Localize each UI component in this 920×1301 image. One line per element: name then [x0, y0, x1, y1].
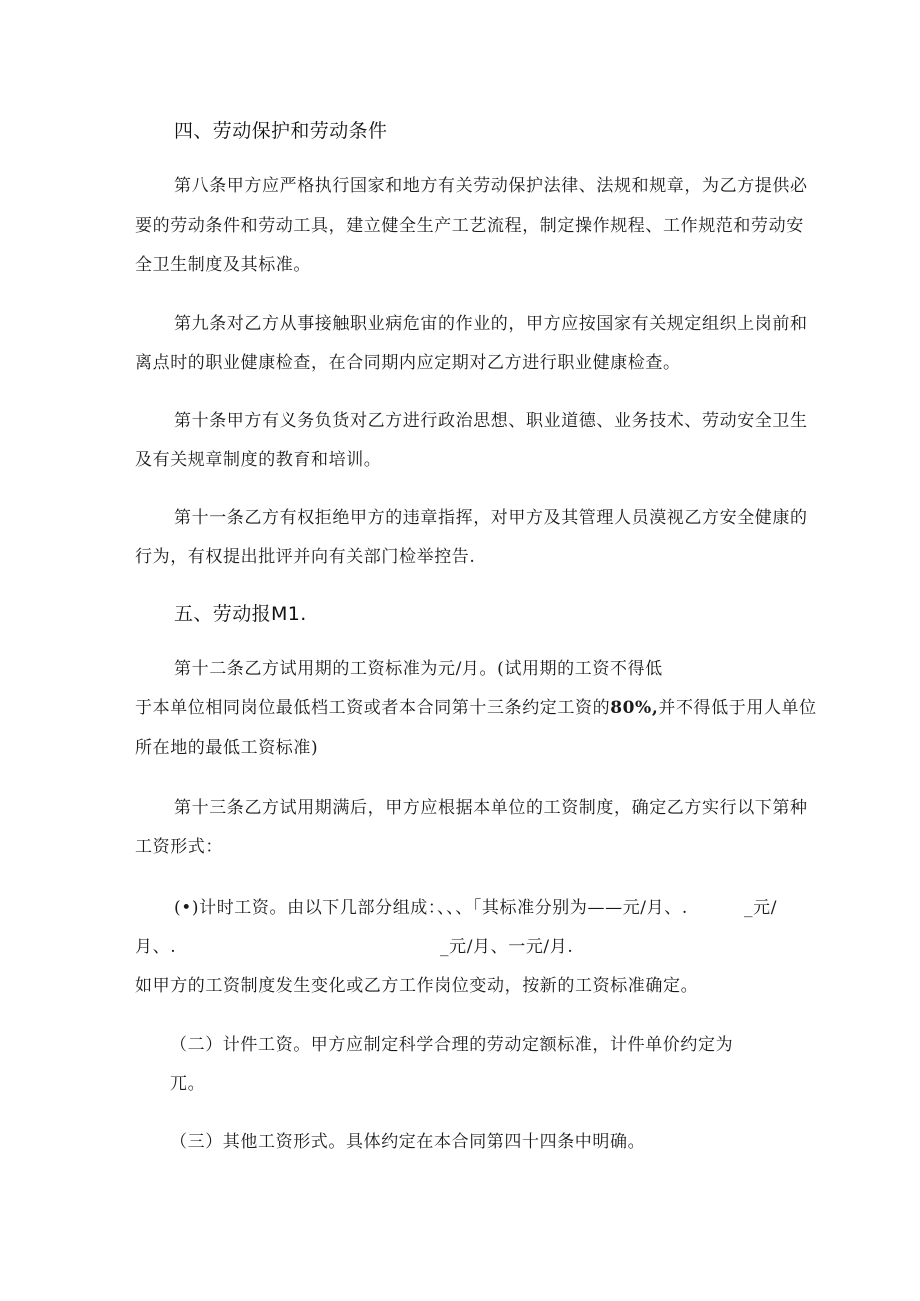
article-8-line-1: 第八条甲方应严格执行国家和地方有关劳动保护法律、法规和规章，为乙方提供必: [174, 176, 808, 196]
article-12-line-2-text-a: 于本单位相同岗位最低档工资或者本合同第十三条约定工资的: [135, 698, 611, 718]
article-8-line-3: 全卫生制度及其标准。: [135, 255, 311, 275]
item-2-line-1: （二）计件工资。甲方应制定科学合理的劳动定额标准，计件单价约定为: [170, 1035, 734, 1055]
article-9-line-1: 第九条对乙方从事接触职业病危宙的作业的，甲方应按国家有关规定组织上岗前和: [174, 314, 808, 334]
article-9-line-2: 离点时的职业健康检查，在合同期内应定期对乙方进行职业健康检查。: [135, 353, 681, 373]
article-11-line-1: 第十一条乙方有权拒绝甲方的违章指挥，对甲方及其管理人员漠视乙方安全健康的: [174, 508, 808, 528]
article-12-percent: 80%,: [610, 698, 659, 718]
article-12-line-1: 第十二条乙方试用期的工资标准为元/月。(试用期的工资不得低: [174, 659, 663, 679]
item-2-line-2: 兀。: [170, 1074, 206, 1094]
section-4-heading: 四、劳动保护和劳动条件: [174, 120, 388, 142]
section-5-heading: 五、劳动报M1.: [174, 603, 307, 625]
article-8-line-2: 要的劳动条件和劳动工具，建立健全生产工艺流程，制定操作规程、工作规范和劳动安: [135, 216, 804, 236]
item-1-line-2-b: _元/月、一元/月.: [440, 937, 574, 957]
item-3-line-1: （三）其他工资形式。具体约定在本合同第四十四条中明确。: [170, 1132, 646, 1152]
item-1-line-2-a: 月、.: [135, 937, 177, 957]
article-12-line-2: [135, 697, 817, 719]
article-13-line-2: 工资形式：: [135, 837, 223, 857]
item-1-line-3: 如甲方的工资制度发生变化或乙方工作岗位变动，按新的工资标准确定。: [135, 976, 699, 996]
article-10-line-2: 及有关规章制度的教育和培训。: [135, 450, 382, 470]
article-10-line-1: 第十条甲方有义务负货对乙方进行政治思想、职业道德、业务技术、劳动安全卫生: [174, 411, 808, 431]
article-12-line-2-text-c: 并不得低于用人单位: [658, 698, 817, 718]
article-11-line-2: 行为，有权提出批评并向有关部门检举控告.: [135, 547, 476, 567]
item-1-line-1-b: _元/: [744, 898, 778, 918]
article-12-line-3: 所在地的最低工资标准): [135, 738, 319, 758]
item-1-line-1-a: (•)计时工资。由以下几部分组成：、、、「其标准分别为——元/月、.: [174, 898, 688, 918]
article-13-line-1: 第十三条乙方试用期满后，甲方应根据本单位的工资制度，确定乙方实行以下第种: [174, 798, 808, 818]
